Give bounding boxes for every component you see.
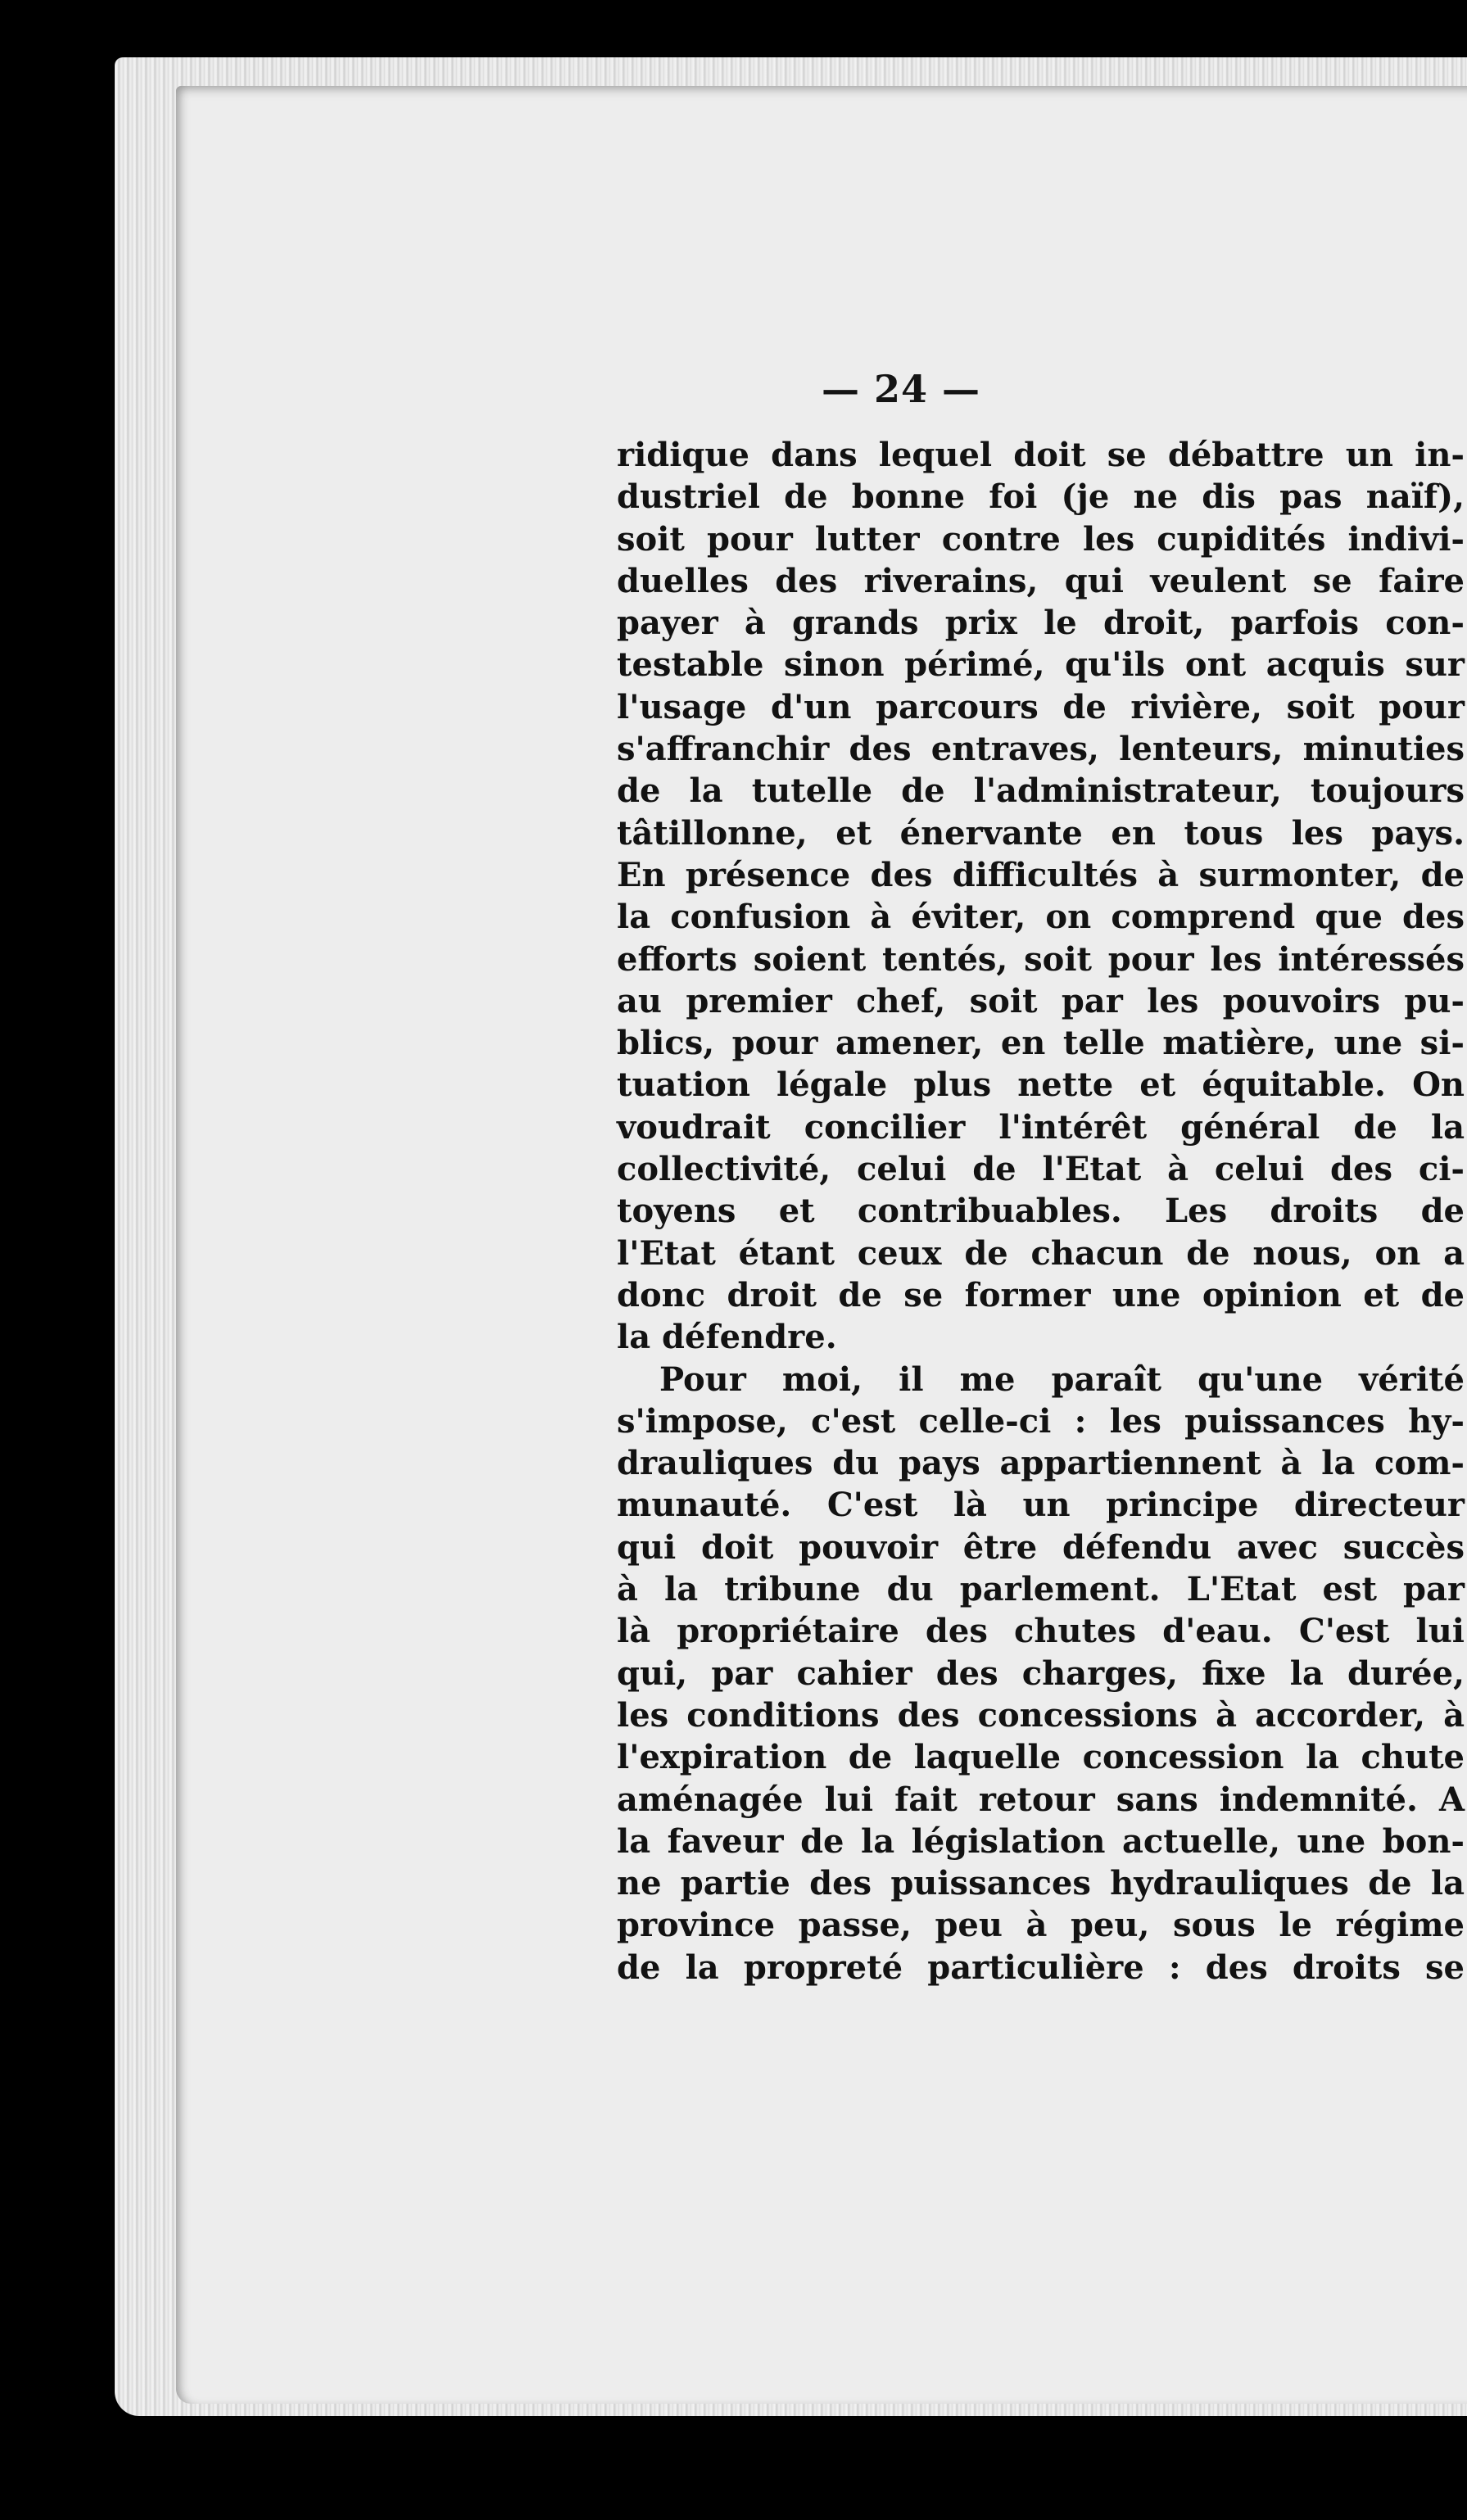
text-line: payer à grands prix le droit, parfois con- bbox=[617, 604, 1465, 643]
text-line: la confusion à éviter, on comprend que des bbox=[617, 898, 1465, 937]
text-line: qui, par cahier des charges, fixe la durée, bbox=[617, 1654, 1465, 1693]
text-line: de la propreté particulière : des droits se bbox=[617, 1948, 1465, 1987]
text-line: drauliques du pays appartiennent à la com- bbox=[617, 1444, 1465, 1483]
text-line: tuation légale plus nette et équitable. On bbox=[617, 1065, 1465, 1105]
text-line: tâtillonne, et énervante en tous les pays. bbox=[617, 813, 1465, 853]
text-line: ne partie des puissances hydrauliques de la bbox=[617, 1864, 1465, 1903]
text-line: province passe, peu à peu, sous le régime bbox=[617, 1906, 1465, 1945]
text-line: Pour moi, il me paraît qu'une vérité bbox=[659, 1360, 1465, 1399]
text-line: voudrait concilier l'intérêt général de la bbox=[617, 1107, 1465, 1147]
text-line: aménagée lui fait retour sans indemnité. A bbox=[617, 1780, 1465, 1819]
text-line: munauté. C'est là un principe directeur bbox=[617, 1486, 1465, 1525]
text-line: toyens et contribuables. Les droits de bbox=[617, 1192, 1465, 1231]
page-number: — 24 — bbox=[821, 367, 981, 411]
text-line: à la tribune du parlement. L'Etat est par bbox=[617, 1570, 1465, 1609]
text-line: la défendre. bbox=[617, 1318, 837, 1357]
text-line: l'Etat étant ceux de chacun de nous, on a bbox=[617, 1233, 1465, 1273]
text-line: qui doit pouvoir être défendu avec succès bbox=[617, 1527, 1465, 1567]
text-line: la faveur de la législation actuelle, une bon- bbox=[617, 1821, 1465, 1861]
text-line: blics, pour amener, en telle matière, une si- bbox=[617, 1024, 1465, 1063]
text-line: de la tutelle de l'administrateur, toujours bbox=[617, 771, 1465, 811]
body-text bbox=[617, 434, 1465, 1988]
text-line: l'usage d'un parcours de rivière, soit pour bbox=[617, 687, 1465, 726]
text-line: efforts soient tentés, soit pour les intéressés bbox=[617, 939, 1465, 979]
text-line: soit pour lutter contre les cupidités indivi- bbox=[617, 519, 1465, 559]
text-line: l'expiration de laquelle concession la chute bbox=[617, 1738, 1465, 1777]
text-line: collectivité, celui de l'Etat à celui des ci- bbox=[617, 1150, 1465, 1189]
text-line: ridique dans lequel doit se débattre un in- bbox=[617, 436, 1465, 474]
text-line: les conditions des concessions à accorder, à bbox=[617, 1695, 1465, 1735]
text-line: donc droit de se former une opinion et de bbox=[617, 1275, 1465, 1314]
text-line: au premier chef, soit par les pouvoirs pu- bbox=[617, 981, 1465, 1020]
text-line: là propriétaire des chutes d'eau. C'est lui bbox=[617, 1612, 1465, 1651]
text-line: testable sinon périmé, qu'ils ont acquis sur bbox=[617, 645, 1465, 685]
text-line: s'impose, c'est celle-ci : les puissances hy- bbox=[617, 1401, 1465, 1441]
text-line: duelles des riverains, qui veulent se faire bbox=[617, 561, 1465, 600]
text-line: En présence des difficultés à surmonter, de bbox=[617, 855, 1465, 894]
text-line: dustriel de bonne foi (je ne dis pas naïf), bbox=[617, 477, 1465, 517]
text-line: s'affranchir des entraves, lenteurs, minuties bbox=[617, 730, 1465, 769]
